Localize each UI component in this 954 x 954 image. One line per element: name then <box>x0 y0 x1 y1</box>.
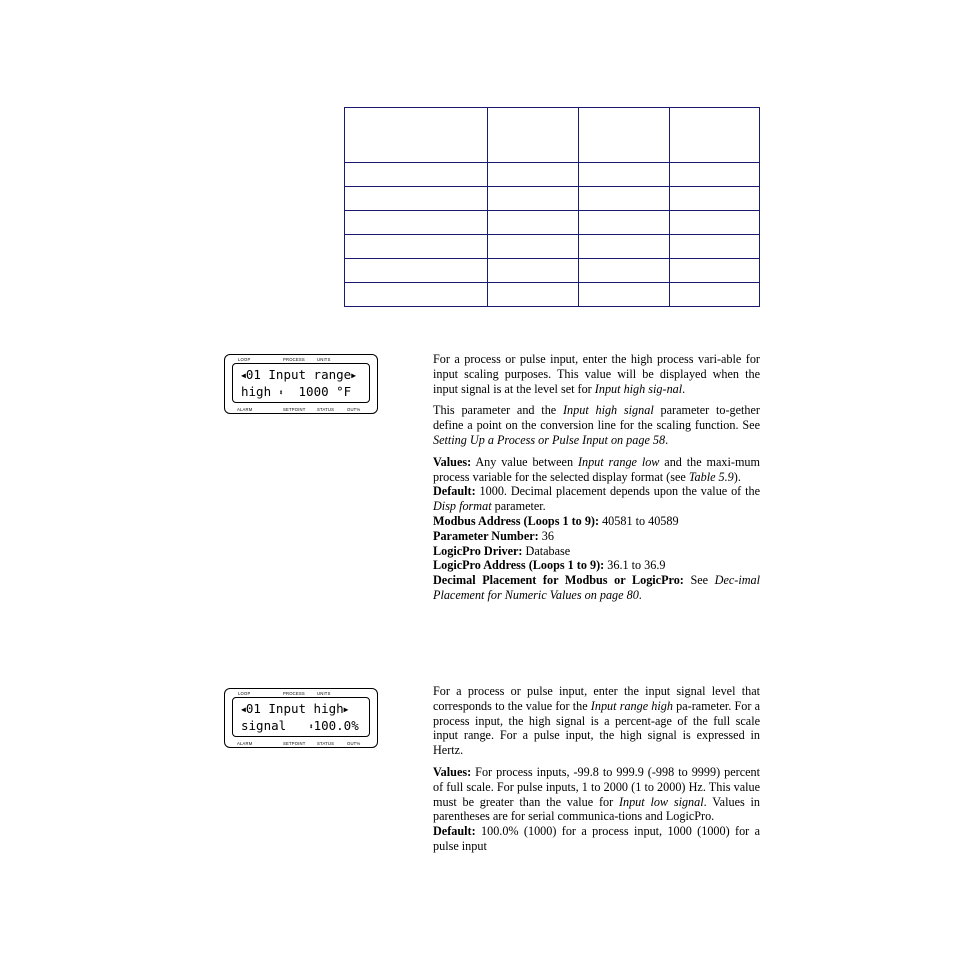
table-row <box>345 187 760 211</box>
table-row <box>345 283 760 307</box>
label-loop: LOOP <box>238 691 251 696</box>
logicpro-driver-line: LogicPro Driver: Database <box>433 543 571 558</box>
cross-reference[interactable]: Setting Up a Process or Pulse Input on page 58 <box>433 432 666 447</box>
default-line: Default: 100.0% (1000) for a process input, 1000 (1000) for a pulse input <box>433 824 760 853</box>
right-arrow-icon: ▶ <box>351 371 357 380</box>
label-process: PROCESS <box>283 357 305 362</box>
lcd-line-1 <box>241 701 365 717</box>
lcd-line-1-text: 01 Input high <box>245 701 344 716</box>
label-process: PROCESS <box>283 691 305 696</box>
paragraph: For a process or pulse input, enter the high process vari-able for input scaling purposes. This value will be displayed when the input signal is at the level set for Input high sig-nal. <box>433 352 760 396</box>
table-row <box>345 163 760 187</box>
label-units: UNITS <box>317 691 331 696</box>
lcd-line-2-value: 1000 °F <box>283 384 352 399</box>
lcd-line-2-left: signal <box>241 718 309 733</box>
lcd-line-2 <box>241 718 365 734</box>
label-alarm: ALARM <box>237 407 253 412</box>
left-arrow-icon: ◀ <box>241 705 246 714</box>
left-arrow-icon: ◀ <box>241 371 246 380</box>
cross-reference[interactable]: Dec-imal Placement for Numeric Values on page 80 <box>433 573 760 602</box>
lcd-line-2-left: high <box>241 384 279 399</box>
label-out: OUT% <box>347 407 361 412</box>
lcd-screen <box>232 363 370 403</box>
table-row <box>345 259 760 283</box>
lcd-screen <box>232 697 370 737</box>
paragraph: This parameter and the Input high signal parameter to-gether define a point on the conversion line for the scaling function. See Setting Up a Process or Pulse Input on page 58. <box>433 403 760 447</box>
label-alarm: ALARM <box>237 741 253 746</box>
lcd-display-input-high-signal <box>224 688 378 748</box>
lcd-display-input-range-high <box>224 354 378 414</box>
up-down-arrow-icon: ⬍ <box>308 722 314 731</box>
lcd-line-2 <box>241 384 365 400</box>
values-line: Values: Any value between Input range low and the maxi-mum process variable for the selected display format (see Table 5.9). <box>433 454 760 484</box>
label-out: OUT% <box>347 741 361 746</box>
empty-table <box>344 107 760 307</box>
label-units: UNITS <box>317 357 331 362</box>
decimal-placement-line: Decimal Placement for Modbus or LogicPro: See Dec-imal Placement for Numeric Values on page 80. <box>433 573 760 602</box>
label-setpoint: SETPOINT <box>283 741 306 746</box>
section-input-range-high <box>433 352 760 603</box>
default-line: Default: 1000. Decimal placement depends upon the value of the Disp format parameter. <box>433 484 760 514</box>
parameter-number-line: Parameter Number: 36 <box>433 528 554 543</box>
lcd-line-1-text: 01 Input range <box>245 367 352 382</box>
logicpro-address-line: LogicPro Address (Loops 1 to 9): 36.1 to 36.9 <box>433 558 666 573</box>
section-input-high-signal <box>433 684 760 854</box>
lcd-line-1 <box>241 367 365 383</box>
lcd-line-2-value: 100.0% <box>313 718 359 733</box>
label-loop: LOOP <box>238 357 251 362</box>
values-line: Values: For process inputs, -99.8 to 999.9 (-998 to 9999) percent of full scale. For pulse inputs, 1 to 2000 (1 to 2000) Hz. This value must be greater than the value for Input low signal. Values in parentheses are for serial communica-tions and LogicPro. <box>433 764 760 824</box>
modbus-address-line: Modbus Address (Loops 1 to 9): 40581 to 40589 <box>433 513 679 528</box>
label-status: STATUS <box>317 407 335 412</box>
table-header-row <box>345 108 760 163</box>
table-row <box>345 211 760 235</box>
up-down-arrow-icon: ⬍ <box>278 388 284 397</box>
table-row <box>345 235 760 259</box>
label-status: STATUS <box>317 741 335 746</box>
cross-reference[interactable]: Table 5.9 <box>688 469 734 484</box>
label-setpoint: SETPOINT <box>283 407 306 412</box>
right-arrow-icon: ▶ <box>343 705 349 714</box>
paragraph: For a process or pulse input, enter the input signal level that corresponds to the value for the Input range high pa-rameter. For a process input, the high signal is a percent-age of the full scale input range. For a pulse input, the high signal is expressed in Hertz. <box>433 684 760 758</box>
